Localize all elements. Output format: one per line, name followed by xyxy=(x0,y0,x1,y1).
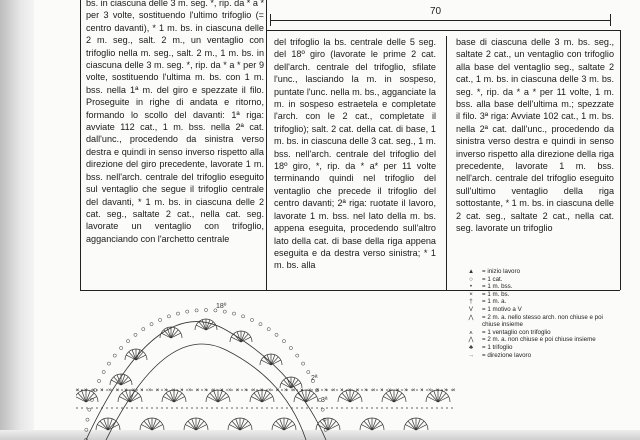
chain-stitch xyxy=(204,308,207,311)
stitch-mark: × xyxy=(244,388,248,394)
stitch-mark: × xyxy=(212,388,216,394)
fan-motif xyxy=(316,418,340,430)
column-divider-1 xyxy=(266,0,267,290)
stitch-mark: × xyxy=(276,388,280,394)
stitch-mark: × xyxy=(332,388,336,394)
chain-stitch xyxy=(97,379,100,382)
legend-symbol: V xyxy=(468,305,474,313)
legend-item xyxy=(460,314,620,329)
chain-stitch xyxy=(250,318,253,321)
stitch-mark: × xyxy=(116,388,120,394)
legend-symbol: ⩚ xyxy=(469,328,473,336)
chain-stitch xyxy=(150,323,153,326)
dimension-label: 70 xyxy=(430,6,442,17)
stitch-mark: × xyxy=(444,388,448,394)
stitch-mark: × xyxy=(108,388,112,394)
chain-stitch xyxy=(321,408,324,411)
legend-item xyxy=(460,352,620,360)
stitch-mark: × xyxy=(180,388,184,394)
stitch-mark: × xyxy=(316,388,320,394)
chain-stitch xyxy=(134,333,137,336)
stitch-mark: × xyxy=(164,388,168,394)
frame-left-border xyxy=(80,0,81,290)
stitch-mark: × xyxy=(84,388,88,394)
stitch-mark: × xyxy=(188,388,192,394)
legend-text: = 1 cat. xyxy=(482,275,503,283)
fan-motif xyxy=(404,418,428,430)
chain-stitch xyxy=(86,418,89,421)
stitch-mark: × xyxy=(148,388,152,394)
fan-motif xyxy=(184,418,208,430)
legend-symbol: ○ xyxy=(469,275,473,283)
stitch-mark: × xyxy=(300,388,304,394)
legend-item xyxy=(460,306,620,314)
chain-stitch xyxy=(126,340,129,343)
legend-item xyxy=(460,336,620,344)
legend-text: = 2 m. a. nello stesso arch. non chiuse e poi chiuse insieme xyxy=(482,313,603,329)
dimension-line xyxy=(270,20,610,21)
stitch-mark: × xyxy=(324,388,328,394)
stitch-mark: × xyxy=(204,388,208,394)
stitch-mark: × xyxy=(76,388,80,394)
fan-motif xyxy=(228,418,252,430)
stitch-mark: × xyxy=(172,388,176,394)
legend-text: = 2 m. a. non chiuse e poi chiuse insieme xyxy=(482,336,596,344)
frame-right-border xyxy=(620,30,621,290)
crochet-chart xyxy=(76,290,456,440)
stitch-mark: × xyxy=(260,388,264,394)
stitch-mark: × xyxy=(220,388,224,394)
legend-item xyxy=(460,291,620,299)
stitch-mark: × xyxy=(156,388,160,394)
instruction-column-1: bs. in ciascuna delle 3 m. seg. *, rip. da * a * per 3 volte, sostituendo l'ultimo trifoglio (= centro davanti), * 1 m. bs. in ciascuna delle 2 m. seg., salt. 2 m., un ventaglio con trifoglio nella m. seg., salt. 2 m., 1 m. bs. in ciascuna delle 3 m. seg. *, rip. da * a * per 9 volte, sostituendo l'ultima m. bs. con 1 m. bss. nella 1ª m. del giro e spezzate il filo. Proseguite in righe di andata e ritorno, formando lo scollo del davanti: 1ª riga: avviate 112 cat., 1 m. bss. nella 2ª cat. dall'unc., procedendo da sinistra verso destra e quindi in senso inverso rispetto alla direzione del giro precedente, lavorate 1 m. bss. nell'arch. centrale del trifoglio eseguito sul ventaglio che segue il trifoglio centrale del davanti, * 1 m. bs. in ciascuna delle 2 cat. seg., saltate 2 cat., nella cat. seg. lavorate un ventaglio con trifoglio, agganciando con l'archetto centrale xyxy=(86,0,264,244)
legend-text: = 1 trifoglio xyxy=(482,343,513,351)
dimension-tick-right xyxy=(610,14,611,26)
chart-legend xyxy=(460,268,620,359)
chain-stitch xyxy=(275,333,278,336)
legend-symbol: × xyxy=(469,290,473,298)
chain-stitch xyxy=(167,315,170,318)
legend-text: = 1 m. a. xyxy=(482,298,507,306)
chain-stitch xyxy=(113,354,116,357)
fan-motif xyxy=(230,331,252,342)
fan-motif xyxy=(118,390,142,402)
stitch-mark: × xyxy=(340,388,344,394)
stitch-mark: × xyxy=(124,388,128,394)
chain-stitch xyxy=(158,318,161,321)
legend-text: = 1 m. bs. xyxy=(482,290,510,298)
chain-stitch xyxy=(186,310,189,313)
fan-motif xyxy=(125,349,147,360)
legend-item xyxy=(460,276,620,284)
chain-stitch xyxy=(296,354,299,357)
stitch-mark: × xyxy=(412,388,416,394)
stitch-mark: × xyxy=(236,388,240,394)
column-divider-2 xyxy=(446,36,447,290)
chain-stitch xyxy=(142,328,145,331)
stitch-mark: × xyxy=(100,388,104,394)
chain-stitch xyxy=(107,362,110,365)
dimension-tick-left xyxy=(270,14,271,26)
stitch-mark: × xyxy=(404,388,408,394)
chain-stitch xyxy=(223,310,226,313)
legend-item xyxy=(460,283,620,291)
fan-motif xyxy=(272,418,296,430)
stitch-mark: × xyxy=(284,388,288,394)
stitch-mark: × xyxy=(372,388,376,394)
instruction-column-2: del trifoglio la bs. centrale delle 5 seg. del 18º giro (lavorate le prime 2 cat. dell'arch. centrale del trifoglio, sfilate l'unc., lasciando la m. in sospeso, puntate l'unc. nella m. bs., agganciate la m. in sospeso estraetela e completate l'arch. con le 2 cat., completate il trifoglio); salt. 2 cat. della cat. di base, 1 m. bs. in ciascuna delle 3 cat. seg., 1 m. bss. nell'arch. centrale del trifoglio del 18º giro, *, rip. da * a* per 11 volte terminando quindi nel trifoglio del ventaglio che precede il trifoglio del centro davanti; 2ª riga: ruotate il lavoro, lavorate 1 m. bss. nel lato della m. bs. appena eseguita, procedendo sull'altro lato della cat. di base della riga appena eseguita e da destra verso sinistra; * 1 m. bs. alla xyxy=(274,37,436,271)
fan-motif xyxy=(110,374,132,385)
legend-text: = 1 m. bss. xyxy=(482,283,513,291)
row-marker-18: 18º xyxy=(216,303,227,310)
legend-text: = direzione lavoro xyxy=(482,351,532,359)
stitch-mark: × xyxy=(428,388,432,394)
row-marker-2: 2ª xyxy=(311,375,318,382)
legend-symbol: • xyxy=(469,283,473,291)
legend-symbol: ♣ xyxy=(468,343,474,351)
stitch-mark: × xyxy=(268,388,272,394)
stitch-mark: × xyxy=(348,388,352,394)
fan-motif xyxy=(140,418,164,430)
legend-symbol: † xyxy=(469,298,473,306)
chain-stitch xyxy=(307,370,310,373)
chain-stitch xyxy=(282,340,285,343)
chain-stitch xyxy=(85,428,88,431)
legend-item xyxy=(460,329,620,337)
stitch-mark: × xyxy=(364,388,368,394)
chain-stitch xyxy=(120,346,123,349)
row-marker-3: 3ª xyxy=(321,397,328,404)
fan-motif xyxy=(206,390,230,402)
stitch-mark: × xyxy=(452,388,456,394)
legend-text: = 1 ventaglio con trifoglio xyxy=(482,328,551,336)
stitch-mark: × xyxy=(396,388,400,394)
legend-symbol: ⋀ xyxy=(468,336,474,344)
legend-text: = 1 motivo a V xyxy=(482,305,522,313)
stitch-mark: × xyxy=(308,388,312,394)
stitch-mark: × xyxy=(228,388,232,394)
fan-motif xyxy=(360,418,384,430)
stitch-mark: × xyxy=(436,388,440,394)
fan-motif xyxy=(280,377,302,388)
legend-text: = inizio lavoro xyxy=(482,268,521,275)
stitch-mark: × xyxy=(92,388,96,394)
legend-item xyxy=(460,268,620,276)
legend-item xyxy=(460,344,620,352)
stitch-mark: × xyxy=(380,388,384,394)
legend-symbol: ▲ xyxy=(467,268,475,275)
stitch-mark: × xyxy=(196,388,200,394)
stitch-mark: × xyxy=(388,388,392,394)
stitch-mark: × xyxy=(132,388,136,394)
chain-stitch xyxy=(176,312,179,315)
stitch-mark: × xyxy=(140,388,144,394)
chain-stitch xyxy=(88,408,91,411)
instruction-column-3: base di ciascuna delle 3 m. bs. seg., saltate 2 cat., un ventaglio con trifoglio alla base del ventaglio seg., saltate 2 cat., 1 m. bs. in ciascuna delle 3 m. bs. seg. *, rip. da * a * per 11 volte, 1 m. bss. alla base dell'ultima m.; spezzate il filo. 3ª riga: Avviate 102 cat., 1 m. bs. nella 2ª cat. dall'unc., procedendo da sinistra verso destra e quindi in senso inverso rispetto alla direzione della riga precedente, lavorate 1 m. bss. nell'arch. centrale del trifoglio eseguito sull'ultimo ventaglio della riga sottostante, * 1 m. bs. in ciascuna delle 2 cat. seg., saltate 2 cat., nella cat. seg. lavorate un trifoglio xyxy=(456,37,614,234)
stitch-mark: × xyxy=(356,388,360,394)
legend-symbol: → xyxy=(467,351,475,359)
chain-stitch xyxy=(267,328,270,331)
frame-top-border xyxy=(266,30,620,31)
fan-motif xyxy=(382,390,406,402)
chain-stitch xyxy=(195,309,198,312)
chain-stitch xyxy=(102,370,105,373)
chain-stitch xyxy=(241,315,244,318)
chain-stitch xyxy=(232,312,235,315)
page-edge-shadow xyxy=(0,0,34,440)
stitch-mark: × xyxy=(420,388,424,394)
chart-outer-arc xyxy=(86,322,326,440)
stitch-mark: × xyxy=(292,388,296,394)
legend-symbol: ⋀ xyxy=(468,313,474,321)
legend-item xyxy=(460,298,620,306)
chain-stitch xyxy=(259,323,262,326)
chain-stitch xyxy=(289,346,292,349)
stitch-mark: × xyxy=(252,388,256,394)
chain-stitch xyxy=(301,362,304,365)
